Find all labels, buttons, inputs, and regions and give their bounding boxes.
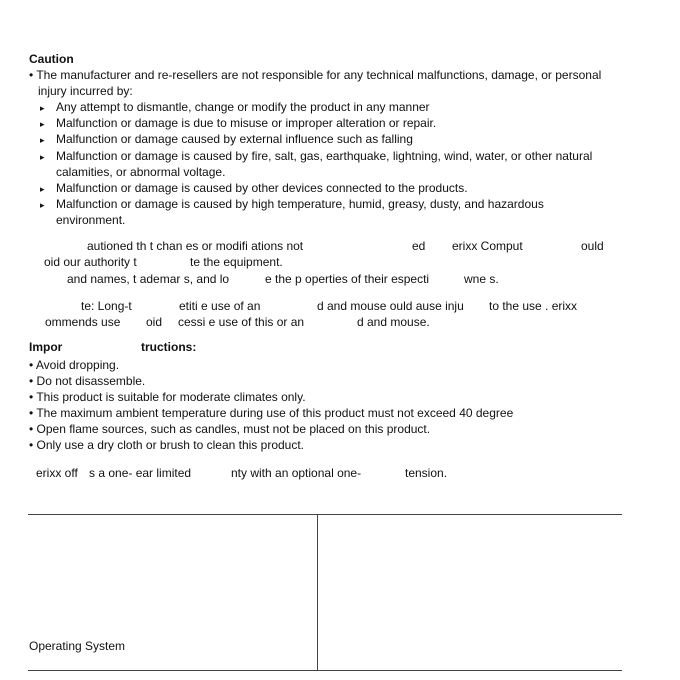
notice-fragment: ommends use	[45, 315, 121, 329]
warranty-fragment: s a one- ear limited	[89, 466, 192, 480]
caution-item: Malfunction or damage caused by external influence such as falling	[56, 132, 413, 146]
table-top-border	[28, 514, 622, 515]
notice-fragment: te: Long-t	[81, 299, 132, 313]
notice-fragment: etiti e use of an	[179, 299, 261, 313]
caution-item: Any attempt to dismantle, change or modify the product in any manner	[56, 100, 430, 114]
caution-heading: Caution	[29, 52, 74, 66]
caution-item: Malfunction or damage is caused by other devices connected to the products.	[56, 181, 468, 195]
instructions-heading: tructions:	[141, 340, 197, 354]
notice-fragment: d and mouse ould ause inju	[317, 299, 464, 313]
warranty-fragment: tension.	[405, 466, 448, 480]
caution-item-continuation: environment.	[56, 213, 126, 227]
notice-fragment: d and mouse.	[357, 315, 430, 329]
notice-fragment: te the equipment.	[190, 255, 283, 269]
notice-fragment: ed	[412, 239, 426, 253]
notice-fragment: to the use . erixx	[489, 299, 578, 313]
notice-fragment: autioned th t chan es or modifi ations not	[87, 239, 304, 253]
bullet-triangle-icon: ▸	[40, 119, 45, 129]
table-column-divider	[317, 514, 318, 671]
instruction-item: • Open flame sources, such as candles, must not be placed on this product.	[29, 422, 431, 436]
instruction-item: • This product is suitable for moderate climates only.	[29, 390, 306, 404]
caution-item: Malfunction or damage is caused by high temperature, humid, greasy, dusty, and hazardous	[56, 197, 544, 211]
bullet-triangle-icon: ▸	[40, 152, 45, 162]
notice-fragment: wne s.	[464, 272, 499, 286]
caution-item: Malfunction or damage is caused by fire, salt, gas, earthquake, lightning, wind, water, or other natural	[56, 149, 593, 163]
notice-fragment: cessi e use of this or an	[178, 315, 305, 329]
caution-intro-line2: injury incurred by:	[38, 84, 133, 98]
instructions-heading: Impor	[29, 340, 63, 354]
notice-fragment: oid our authority t	[44, 255, 137, 269]
notice-fragment: ould	[581, 239, 604, 253]
bullet-triangle-icon: ▸	[40, 103, 45, 113]
notice-fragment: oid	[146, 315, 163, 329]
bullet-triangle-icon: ▸	[40, 184, 45, 194]
caution-intro-line1: • The manufacturer and re-resellers are not responsible for any technical malfunctions, damage, or personal	[29, 68, 602, 82]
notice-fragment: erixx Comput	[452, 239, 523, 253]
caution-item-continuation: calamities, or abnormal voltage.	[56, 165, 226, 179]
warranty-fragment: nty with an optional one-	[231, 466, 362, 480]
instruction-item: • The maximum ambient temperature during use of this product must not exceed 40 degree	[29, 406, 514, 420]
caution-item: Malfunction or damage is due to misuse or improper alteration or repair.	[56, 116, 437, 130]
instruction-item: • Avoid dropping.	[29, 358, 120, 372]
instruction-item: • Do not disassemble.	[29, 374, 146, 388]
operating-system-label: Operating System	[29, 639, 126, 653]
notice-fragment: and names, t ademar s, and lo	[67, 272, 230, 286]
notice-fragment: e the p operties of their especti	[265, 272, 430, 286]
warranty-fragment: erixx off	[36, 466, 78, 480]
instruction-item: • Only use a dry cloth or brush to clean this product.	[29, 438, 305, 452]
bullet-triangle-icon: ▸	[40, 200, 45, 210]
bullet-triangle-icon: ▸	[40, 135, 45, 145]
table-row-border	[28, 670, 622, 671]
